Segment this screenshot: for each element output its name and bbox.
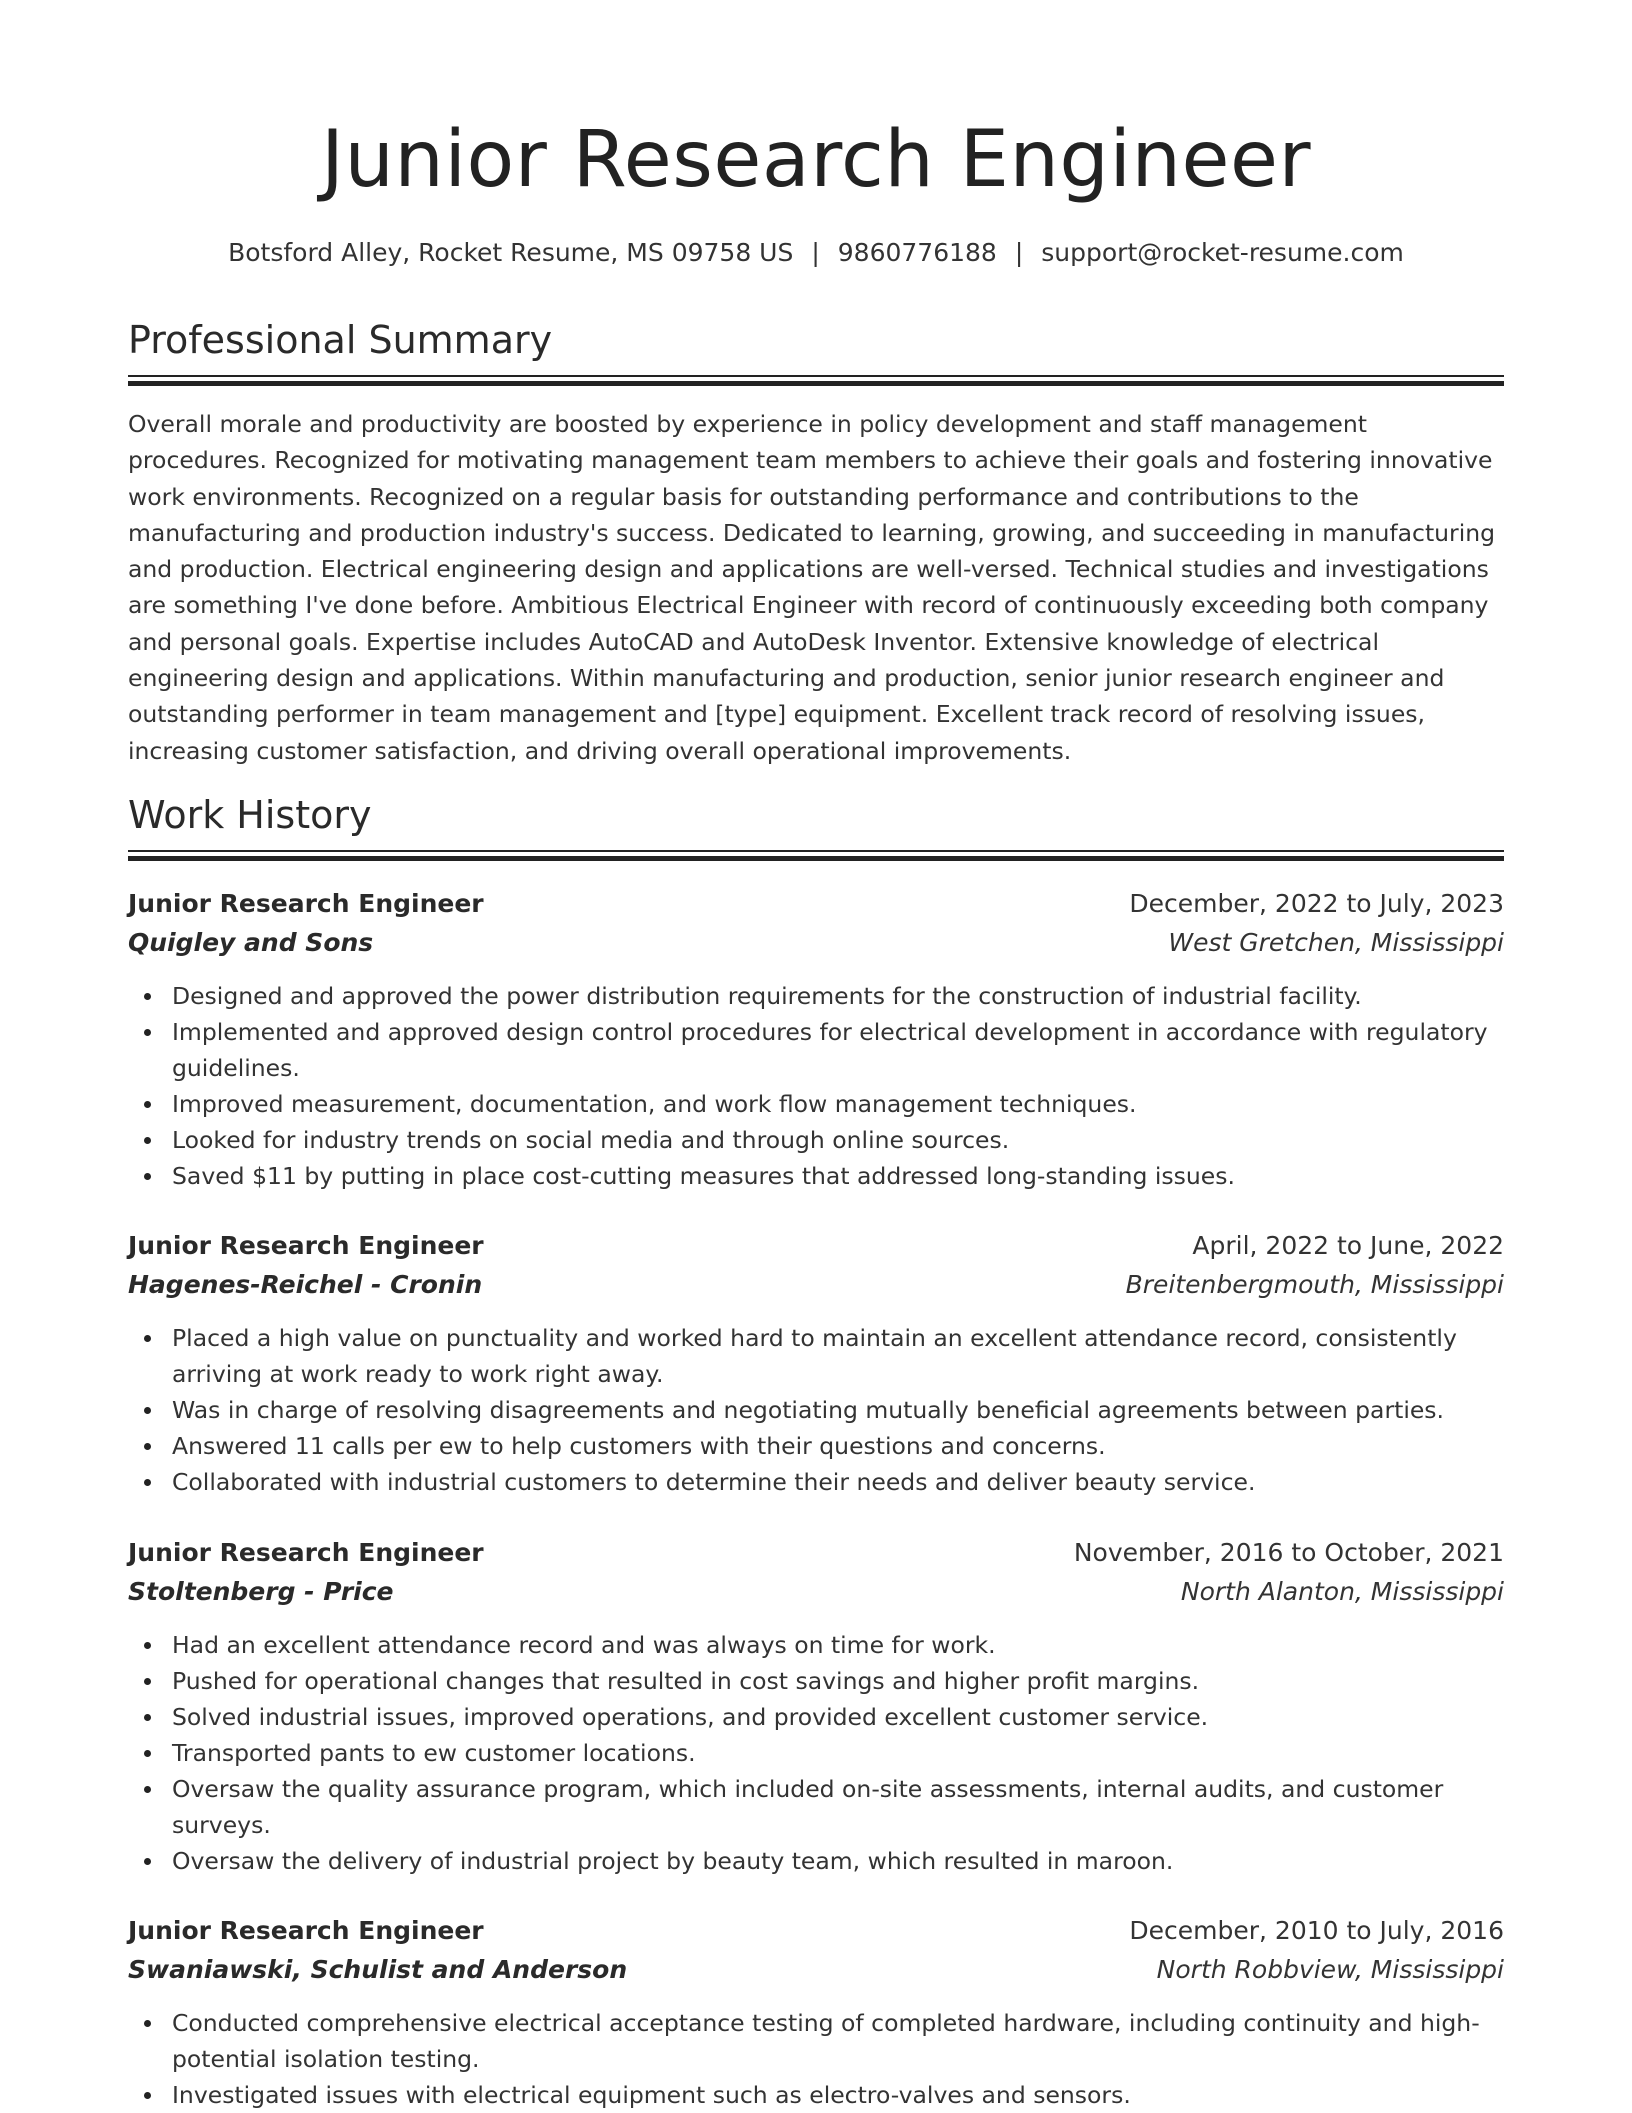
contact-line [128,238,1504,267]
work-history-heading: Work History [128,793,372,837]
contact-separator: | [811,238,820,267]
job-bullet: Answered 11 calls per ew to help customers with their questions and concerns. [128,1428,1504,1464]
job-bullet: Placed a high value on punctuality and worked hard to maintain an excellent attendance record, consistently arriving at work ready to work right away. [128,1320,1504,1392]
job-bullet: Collaborated with industrial customers to determine their needs and deliver beauty service. [128,1464,1504,1500]
job-bullet: Was in charge of resolving disagreements and negotiating mutually beneficial agreements between parties. [128,1392,1504,1428]
work-history-divider [128,850,1504,861]
job-bullet: Solved industrial issues, improved operations, and provided excellent customer service. [128,1699,1504,1735]
job-location: West Gretchen, Mississippi [1168,928,1504,957]
job-bullet: Had an excellent attendance record and was always on time for work. [128,1627,1504,1663]
contact-separator: | [1014,238,1024,267]
job-bullets [128,1627,1504,1879]
job-title: Junior Research Engineer [128,889,484,918]
job-title: Junior Research Engineer [128,1231,484,1260]
job-bullet: Oversaw the delivery of industrial project by beauty team, which resulted in maroon. [128,1843,1504,1879]
job-company: Swaniawski, Schulist and Anderson [128,1955,628,1984]
job-bullets [128,2005,1504,2113]
job-company: Hagenes-Reichel - Cronin [128,1270,483,1299]
job-bullet: Transported pants to ew customer locations. [128,1735,1504,1771]
contact-address: Botsford Alley, Rocket Resume, MS 09758 US [228,238,794,267]
job-bullet: Conducted comprehensive electrical acceptance testing of completed hardware, including continuity and high-potential isolation testing. [128,2005,1504,2077]
summary-text: Overall morale and productivity are boosted by experience in policy development and staff management procedures. Recognized for motivating management team members to achieve their goals and fostering innovative work environments. Recognized on a regular basis for outstanding performance and contributions to the manufacturing and production industry's success. Dedicated to learning, growing, and succeeding in manufacturing and production. Electrical engineering design and applications are well-versed. Technical studies and investigations are something I've done before. Ambitious Electrical Engineer with record of continuously exceeding both company and personal goals. Expertise includes AutoCAD and AutoDesk Inventor. Extensive knowledge of electrical engineering design and applications. Within manufacturing and production, senior junior research engineer and outstanding performer in team management and [type] equipment. Excellent track record of resolving issues, increasing customer satisfaction, and driving overall operational improvements. [128,410,1496,765]
job-entry [128,1226,1504,1500]
job-bullet: Implemented and approved design control procedures for electrical development in accordance with regulatory guidelines. [128,1014,1504,1086]
summary-divider [128,375,1504,386]
job-company: Quigley and Sons [128,928,374,957]
job-location: Breitenbergmouth, Mississippi [1125,1270,1504,1299]
job-location: North Robbview, Mississippi [1156,1955,1504,1984]
job-bullet: Investigated issues with electrical equipment such as electro-valves and sensors. [128,2077,1504,2113]
summary-heading: Professional Summary [128,318,553,362]
job-company: Stoltenberg - Price [128,1577,394,1606]
job-title: Junior Research Engineer [128,1916,484,1945]
contact-email[interactable]: support@rocket-resume.com [1041,238,1404,267]
job-dates: November, 2016 to October, 2021 [1073,1538,1504,1567]
job-bullet: Pushed for operational changes that resulted in cost savings and higher profit margins. [128,1663,1504,1699]
contact-phone: 9860776188 [837,238,997,267]
job-dates: December, 2022 to July, 2023 [1129,889,1504,918]
job-bullet: Oversaw the quality assurance program, which included on-site assessments, internal audits, and customer surveys. [128,1771,1504,1843]
job-bullet: Looked for industry trends on social media and through online sources. [128,1122,1504,1158]
job-entry [128,1533,1504,1879]
job-bullets [128,1320,1504,1500]
job-dates: April, 2022 to June, 2022 [1192,1231,1504,1260]
job-entry [128,1911,1504,2113]
job-bullet: Designed and approved the power distribution requirements for the construction of industrial facility. [128,978,1504,1014]
job-entry [128,884,1504,1194]
job-dates: December, 2010 to July, 2016 [1129,1916,1504,1945]
job-bullet: Improved measurement, documentation, and work flow management techniques. [128,1086,1504,1122]
job-bullets [128,978,1504,1194]
job-location: North Alanton, Mississippi [1180,1577,1504,1606]
job-bullet: Saved $11 by putting in place cost-cutting measures that addressed long-standing issues. [128,1158,1504,1194]
job-title: Junior Research Engineer [128,1538,484,1567]
resume-title: Junior Research Engineer [320,115,1312,205]
